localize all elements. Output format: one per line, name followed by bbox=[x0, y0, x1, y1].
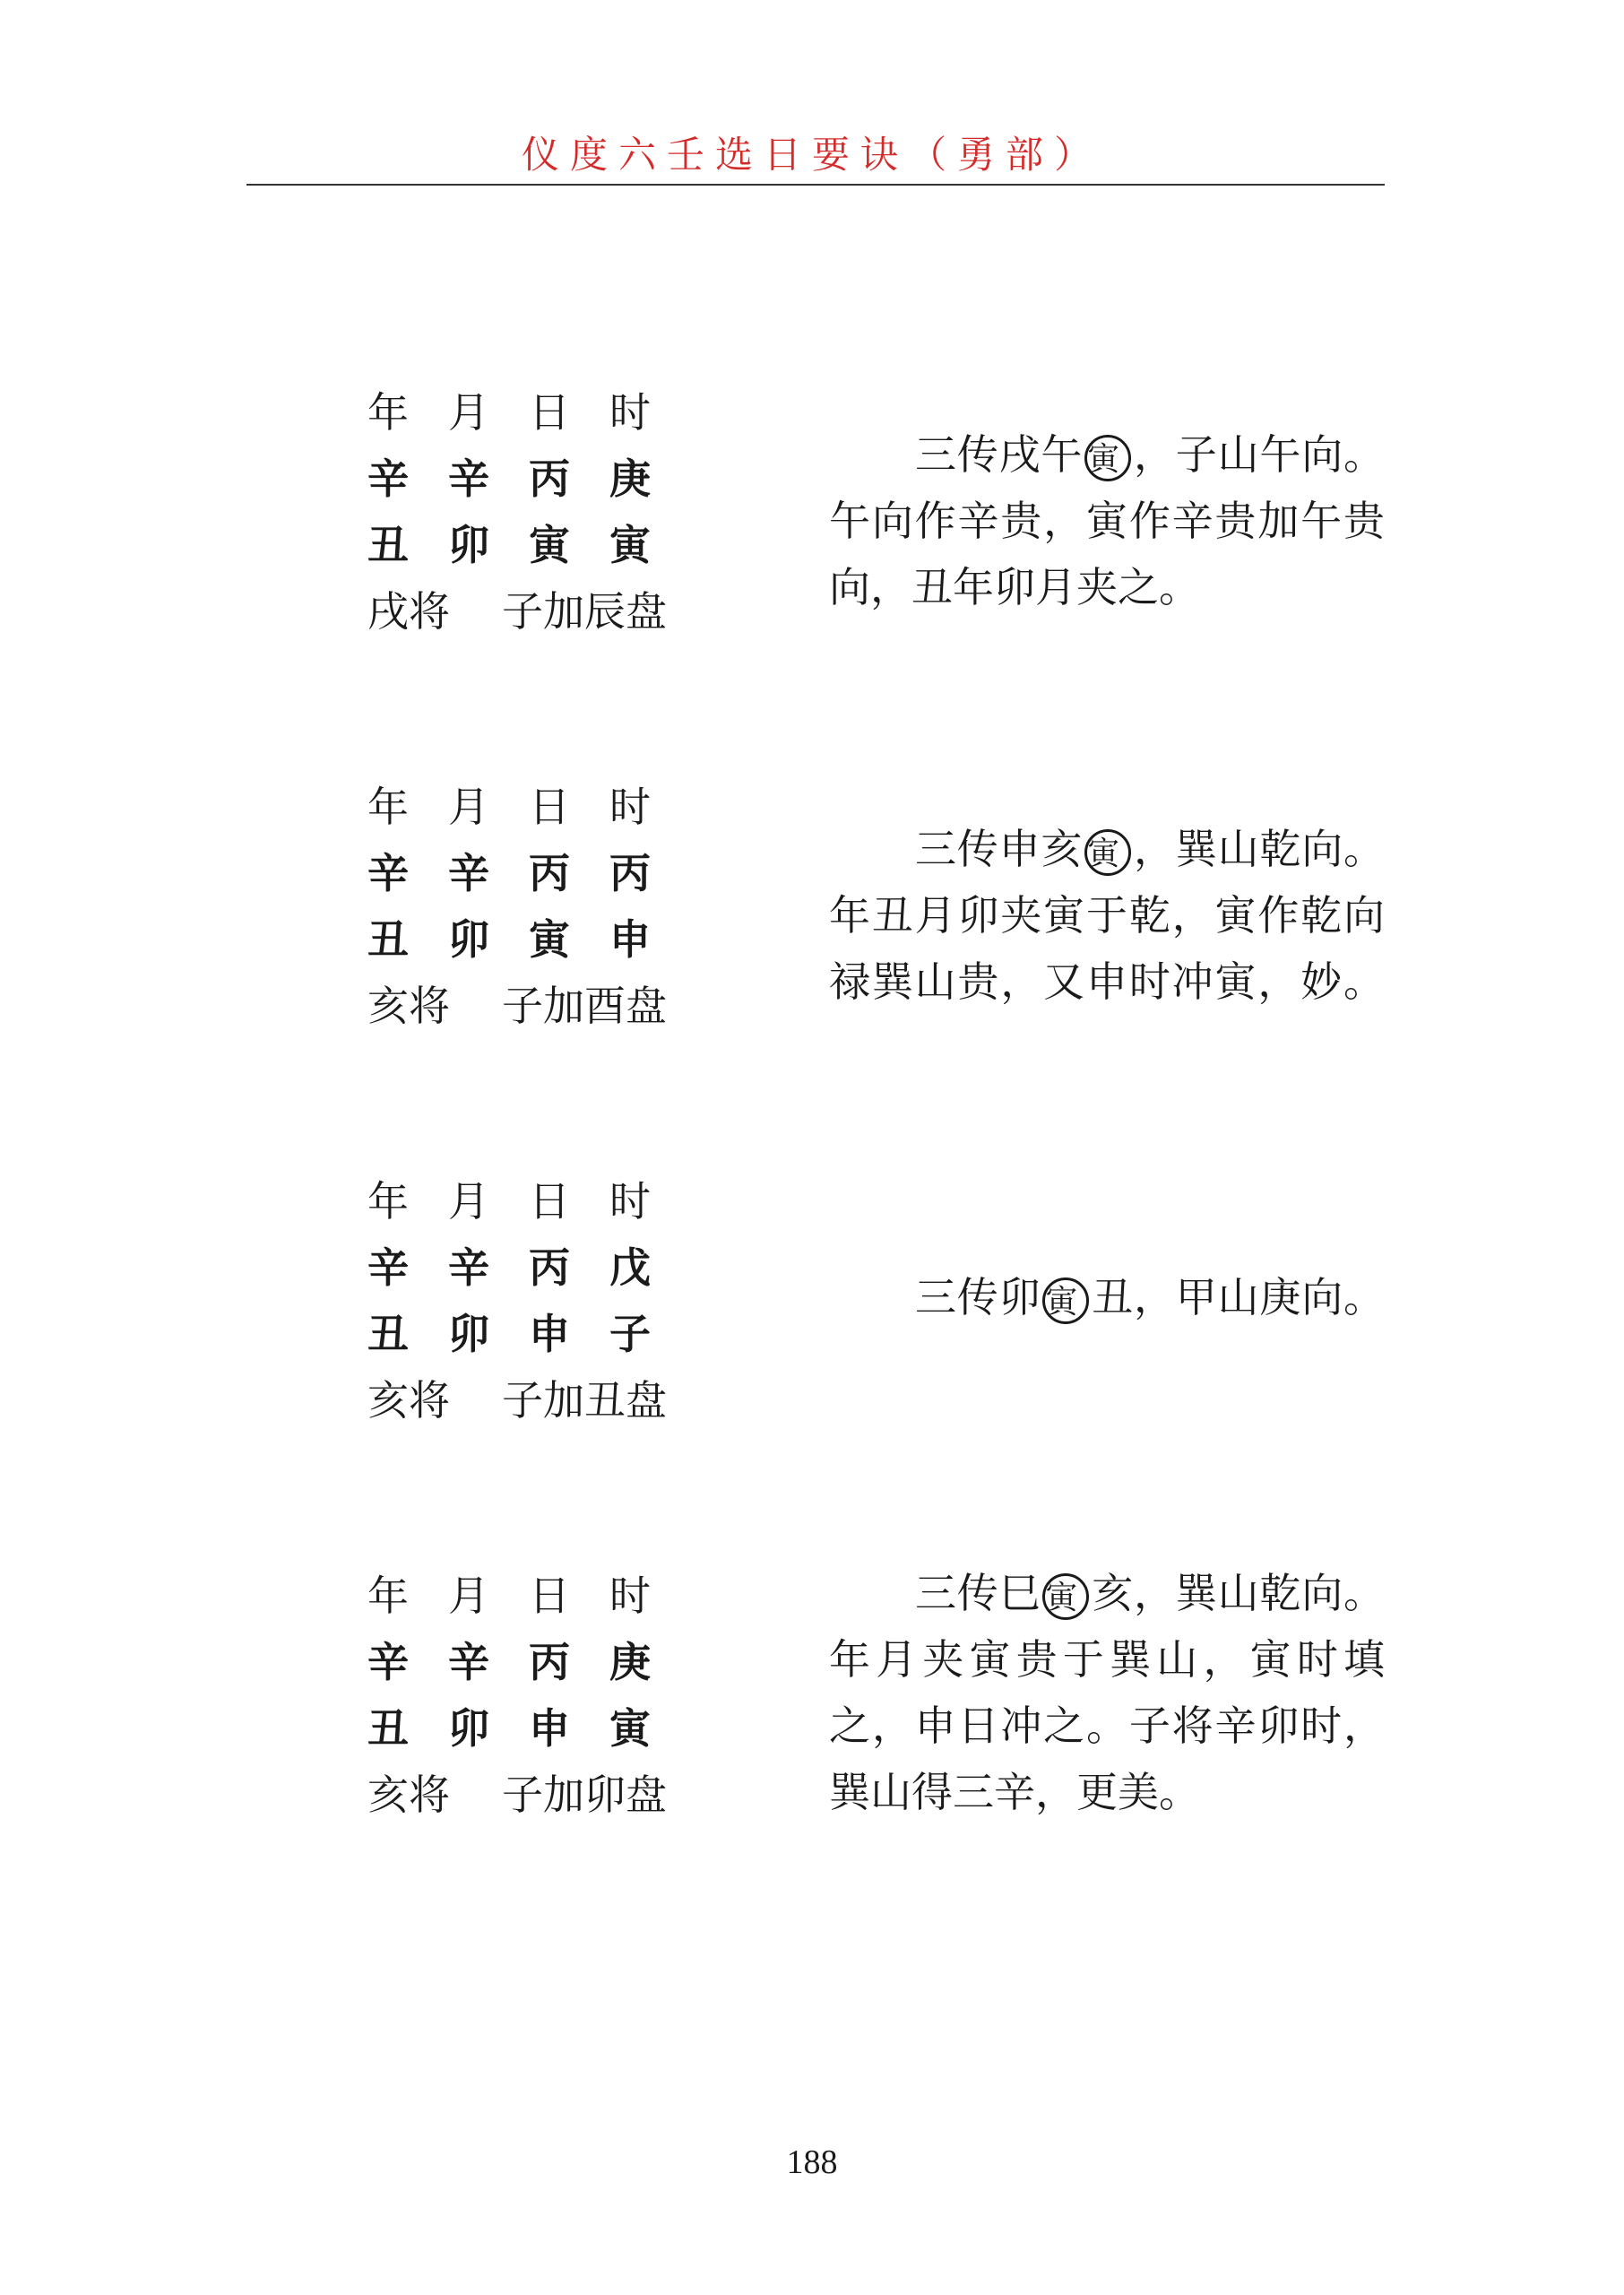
stem-month: 辛 bbox=[448, 1638, 489, 1686]
stem-hour: 庚 bbox=[609, 1638, 651, 1686]
stem-month: 辛 bbox=[448, 849, 489, 897]
label-hour: 时 bbox=[609, 1572, 651, 1620]
plate-row bbox=[367, 970, 690, 1036]
label-year: 年 bbox=[367, 783, 409, 831]
commentary-line: 三传申亥 寅 ，巽山乾向。 bbox=[829, 816, 1385, 882]
circled-character: 寅 bbox=[1084, 435, 1131, 481]
page-number: 188 bbox=[786, 2143, 838, 2181]
pillar-labels-row bbox=[367, 1165, 690, 1232]
commentary-line: 三传巳 寅 亥，巽山乾向。 bbox=[829, 1560, 1385, 1626]
branch-year: 丑 bbox=[367, 1704, 409, 1753]
branches-row bbox=[367, 1298, 690, 1364]
commentary-line: 三传卯 寅 丑，甲山庚向。 bbox=[829, 1264, 1385, 1330]
plate-setting: 子加丑盘 bbox=[502, 1376, 667, 1425]
branch-day: 申 bbox=[529, 1704, 570, 1753]
stems-row bbox=[367, 443, 690, 509]
commentary-line: 之，申日冲之。子将辛卯时， bbox=[829, 1702, 1385, 1750]
commentary bbox=[829, 816, 1385, 1015]
chart-entry-3 bbox=[0, 1165, 1624, 1470]
label-month: 月 bbox=[448, 1177, 489, 1225]
commentary bbox=[829, 421, 1385, 620]
stem-hour: 丙 bbox=[609, 849, 651, 897]
branches-row bbox=[367, 904, 690, 970]
stem-year: 辛 bbox=[367, 849, 409, 897]
branch-year: 丑 bbox=[367, 1310, 409, 1358]
branch-year: 丑 bbox=[367, 915, 409, 964]
commentary bbox=[829, 1560, 1385, 1825]
commentary-line: 年丑月卯夹寅于乾，寅作乾向 bbox=[829, 891, 1385, 940]
plate-row bbox=[367, 1364, 690, 1431]
label-hour: 时 bbox=[609, 783, 651, 831]
chart-entry-2 bbox=[0, 771, 1624, 1076]
branch-day: 申 bbox=[529, 1310, 570, 1358]
commentary-line: 午向作辛贵，寅作辛贵加午贵 bbox=[829, 497, 1385, 545]
commentary-line: 三传戌午 寅 ，子山午向。 bbox=[829, 421, 1385, 488]
label-day: 日 bbox=[529, 388, 570, 437]
label-month: 月 bbox=[448, 783, 489, 831]
label-day: 日 bbox=[529, 783, 570, 831]
four-pillars-chart bbox=[367, 377, 690, 642]
pillar-labels-row bbox=[367, 771, 690, 837]
stem-hour: 庚 bbox=[609, 455, 651, 503]
branch-month: 卯 bbox=[448, 1310, 489, 1358]
commentary-line: 巽山得三辛，更美。 bbox=[829, 1768, 1200, 1816]
running-header-title: 仪度六壬选日要诀（勇部） bbox=[521, 133, 1102, 177]
branch-day: 寅 bbox=[529, 915, 570, 964]
label-year: 年 bbox=[367, 1572, 409, 1620]
commentary-line: 年月夹寅贵于巽山，寅时填 bbox=[829, 1635, 1385, 1684]
chart-entry-1 bbox=[0, 377, 1624, 681]
circled-character: 寅 bbox=[1042, 1277, 1089, 1324]
branch-hour: 寅 bbox=[609, 1704, 651, 1753]
header-rule bbox=[246, 184, 1385, 186]
branch-hour: 寅 bbox=[609, 521, 651, 569]
branches-row bbox=[367, 1693, 690, 1759]
stem-year: 辛 bbox=[367, 1638, 409, 1686]
commentary bbox=[829, 1264, 1385, 1330]
commentary-line: 禄巽山贵，又申时冲寅，妙。 bbox=[829, 957, 1385, 1006]
label-hour: 时 bbox=[609, 388, 651, 437]
label-day: 日 bbox=[529, 1572, 570, 1620]
branch-year: 丑 bbox=[367, 521, 409, 569]
branch-day: 寅 bbox=[529, 521, 570, 569]
stem-year: 辛 bbox=[367, 455, 409, 503]
stem-hour: 戊 bbox=[609, 1243, 651, 1292]
plate-setting: 子加卯盘 bbox=[502, 1771, 667, 1819]
chart-entry-4 bbox=[0, 1560, 1624, 1865]
label-month: 月 bbox=[448, 1572, 489, 1620]
monthly-general: 亥将 bbox=[367, 982, 450, 1030]
plate-row bbox=[367, 576, 690, 642]
branch-hour: 子 bbox=[609, 1310, 651, 1358]
stems-row bbox=[367, 837, 690, 904]
stem-month: 辛 bbox=[448, 1243, 489, 1292]
stem-day: 丙 bbox=[529, 849, 570, 897]
circled-character: 寅 bbox=[1042, 1573, 1089, 1620]
branches-row bbox=[367, 509, 690, 576]
label-year: 年 bbox=[367, 1177, 409, 1225]
label-hour: 时 bbox=[609, 1177, 651, 1225]
four-pillars-chart bbox=[367, 1560, 690, 1825]
pillar-labels-row bbox=[367, 377, 690, 443]
four-pillars-chart bbox=[367, 771, 690, 1036]
monthly-general: 戌将 bbox=[367, 587, 450, 636]
stems-row bbox=[367, 1626, 690, 1693]
monthly-general: 亥将 bbox=[367, 1771, 450, 1819]
plate-row bbox=[367, 1759, 690, 1825]
branch-hour: 申 bbox=[609, 915, 651, 964]
stems-row bbox=[367, 1232, 690, 1298]
monthly-general: 亥将 bbox=[367, 1376, 450, 1425]
plate-setting: 子加酉盘 bbox=[502, 982, 667, 1030]
pillar-labels-row bbox=[367, 1560, 690, 1626]
branch-month: 卯 bbox=[448, 521, 489, 569]
stem-day: 丙 bbox=[529, 455, 570, 503]
label-month: 月 bbox=[448, 388, 489, 437]
stem-year: 辛 bbox=[367, 1243, 409, 1292]
stem-day: 丙 bbox=[529, 1243, 570, 1292]
circled-character: 寅 bbox=[1084, 829, 1131, 876]
branch-month: 卯 bbox=[448, 915, 489, 964]
plate-setting: 子加辰盘 bbox=[502, 587, 667, 636]
label-year: 年 bbox=[367, 388, 409, 437]
four-pillars-chart bbox=[367, 1165, 690, 1431]
stem-month: 辛 bbox=[448, 455, 489, 503]
commentary-line: 向，丑年卯月夹之。 bbox=[829, 563, 1200, 611]
stem-day: 丙 bbox=[529, 1638, 570, 1686]
label-day: 日 bbox=[529, 1177, 570, 1225]
branch-month: 卯 bbox=[448, 1704, 489, 1753]
